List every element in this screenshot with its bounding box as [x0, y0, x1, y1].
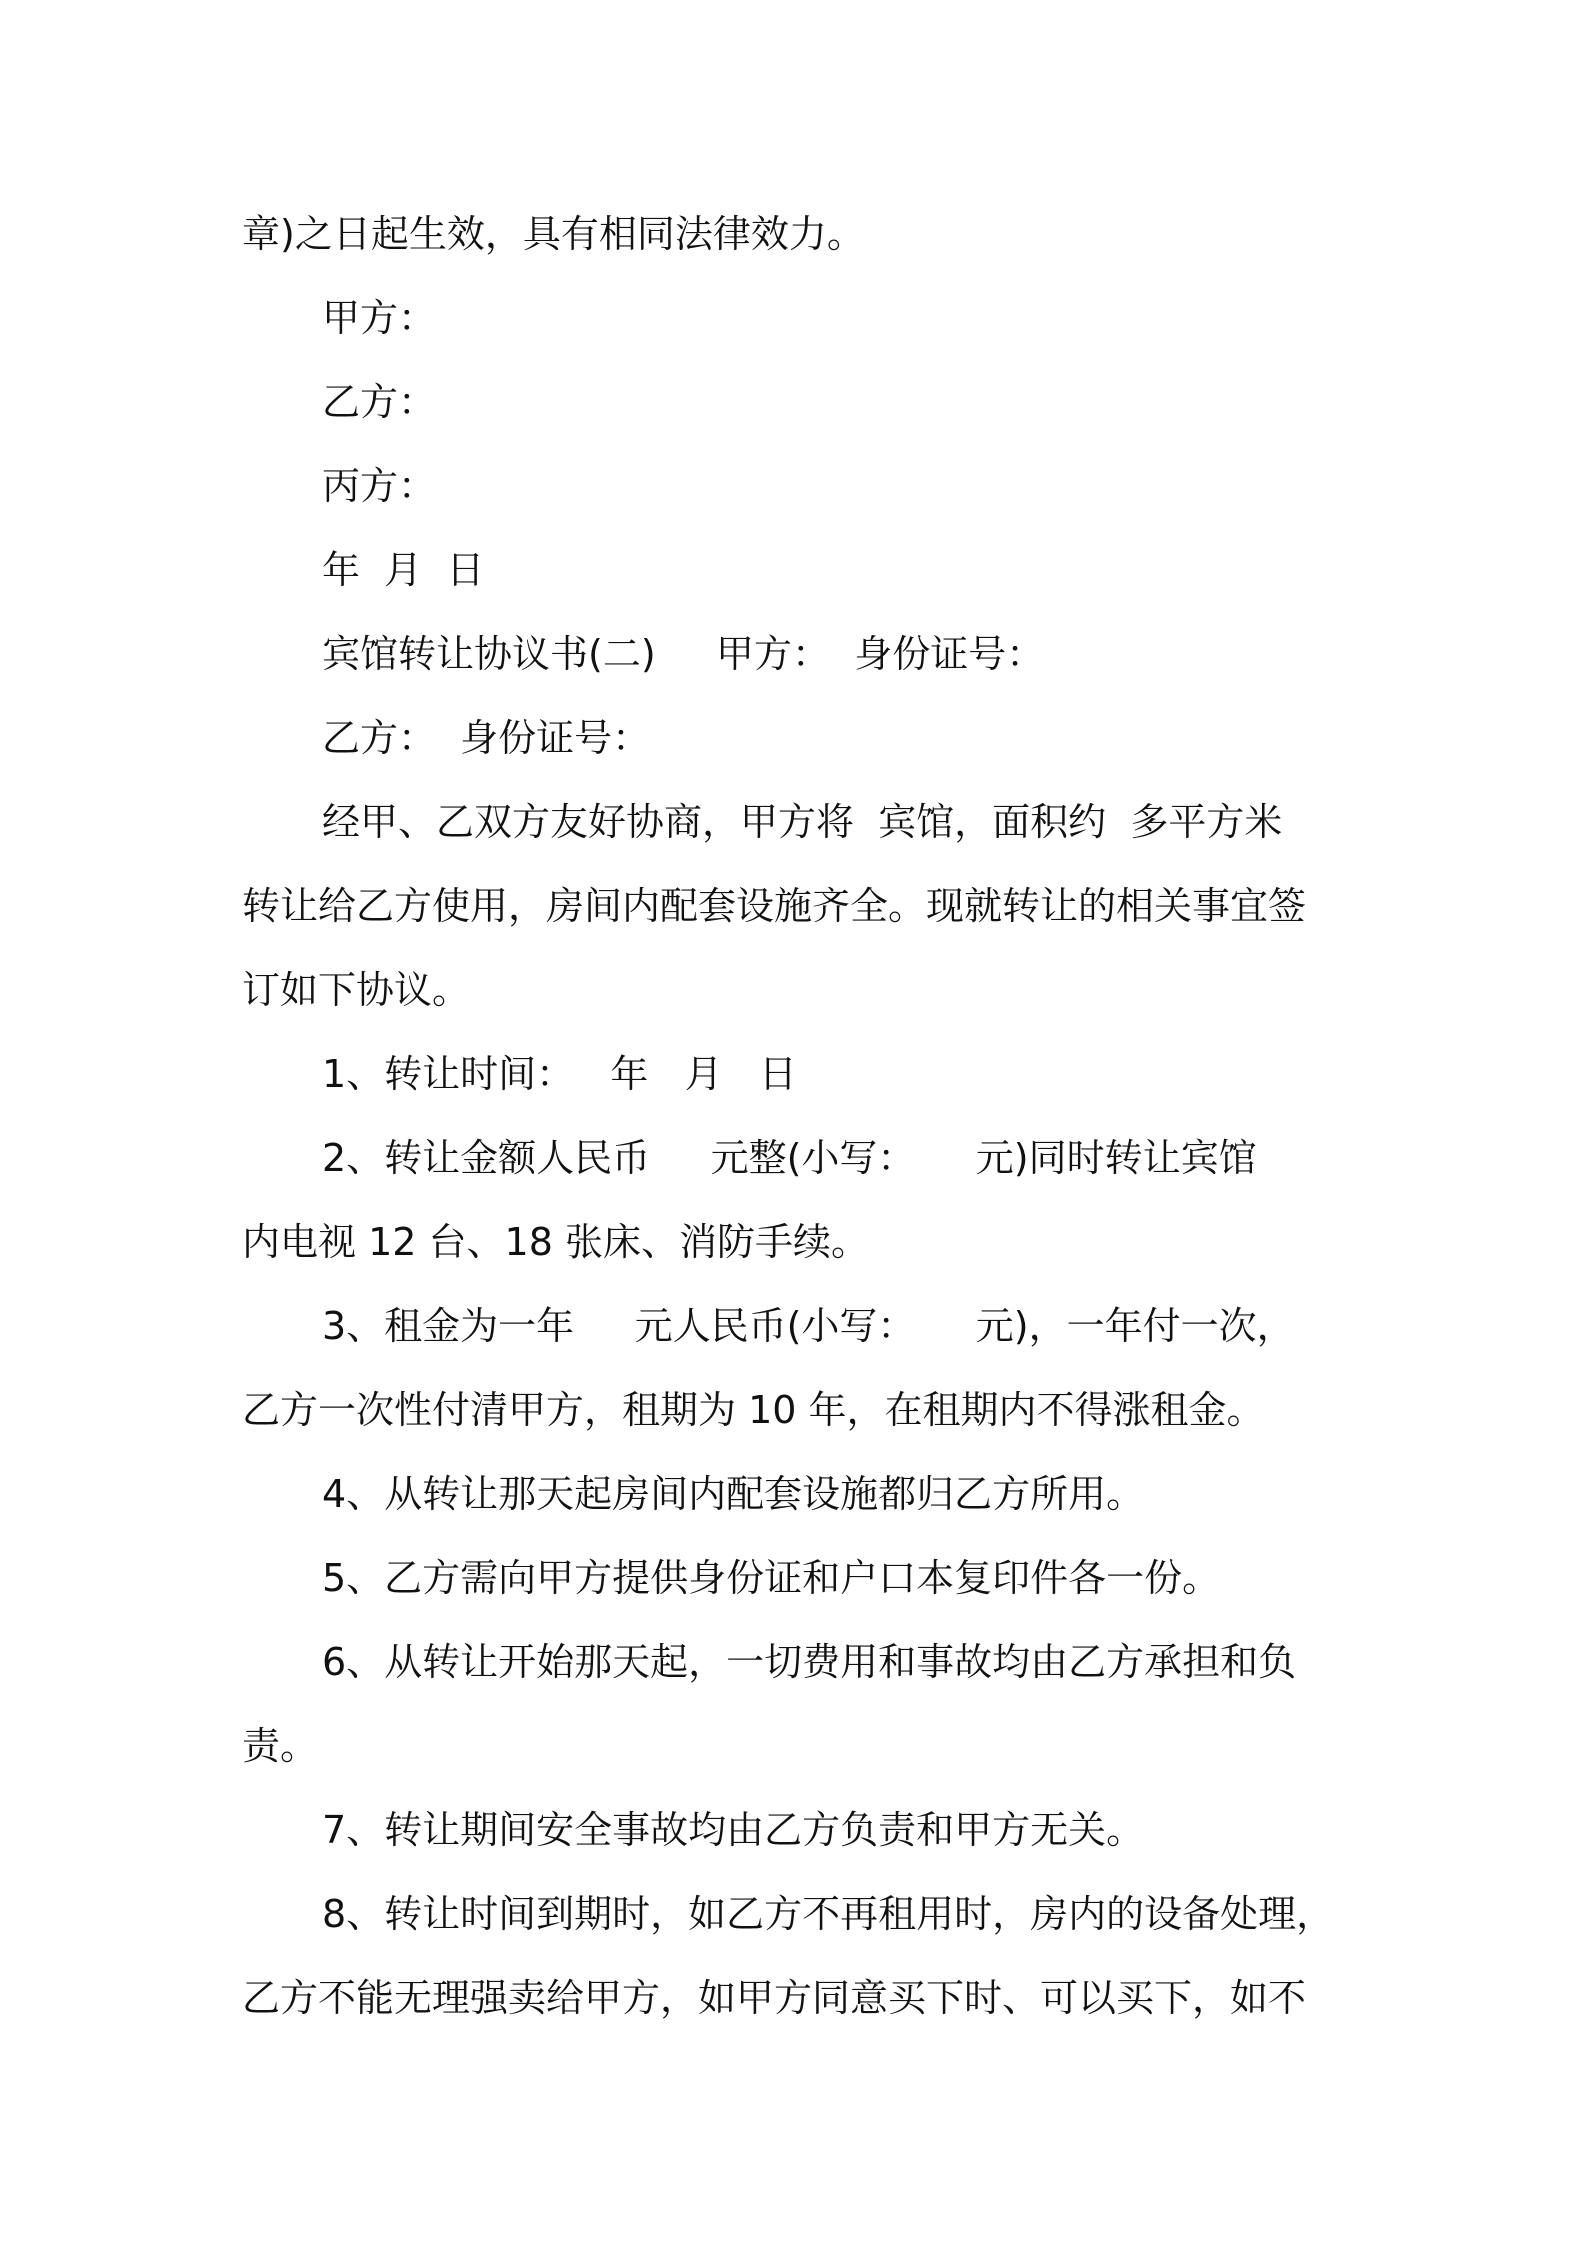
clause-2: 2、转让金额人民币 元整(小写： 元)同时转让宾馆 — [322, 1136, 1257, 1180]
clause-8: 8、转让时间到期时，如乙方不再租用时，房内的设备处理， — [322, 1892, 1335, 1936]
party-b-id-line: 乙方： 身份证号： — [322, 716, 651, 760]
text-line: 章)之日起生效，具有相同法律效力。 — [242, 212, 865, 256]
paragraph-line: 经甲、乙双方友好协商，甲方将 宾馆，面积约 多平方米 — [322, 800, 1283, 844]
paragraph-line: 订如下协议。 — [242, 968, 471, 1012]
clause-6-continued: 责。 — [242, 1724, 319, 1768]
clause-1: 1、转让时间： 年 月 日 — [322, 1052, 797, 1096]
paragraph-line: 转让给乙方使用，房间内配套设施齐全。现就转让的相关事宜签 — [242, 884, 1307, 928]
clause-7: 7、转让期间安全事故均由乙方负责和甲方无关。 — [322, 1808, 1145, 1852]
party-c-label: 丙方： — [322, 464, 437, 508]
clause-3-continued: 乙方一次性付清甲方，租期为 10 年，在租期内不得涨租金。 — [242, 1388, 1265, 1432]
clause-3: 3、租金为一年 元人民币(小写： 元)，一年付一次， — [322, 1304, 1295, 1348]
clause-6: 6、从转让开始那天起，一切费用和事故均由乙方承担和负 — [322, 1640, 1297, 1684]
clause-8-continued: 乙方不能无理强卖给甲方，如甲方同意买下时、可以买下，如不 — [242, 1976, 1307, 2020]
document-body — [242, 192, 1362, 2040]
clause-4: 4、从转让那天起房间内配套设施都归乙方所用。 — [322, 1472, 1145, 1516]
party-a-label: 甲方： — [322, 296, 437, 340]
clause-2-continued: 内电视 12 台、18 张床、消防手续。 — [242, 1220, 869, 1264]
agreement-title-line: 宾馆转让协议书(二) 甲方： 身份证号： — [322, 632, 1045, 676]
clause-5: 5、乙方需向甲方提供身份证和户口本复印件各一份。 — [322, 1556, 1221, 1600]
party-b-label: 乙方： — [322, 380, 437, 424]
date-line: 年 月 日 — [322, 548, 485, 592]
